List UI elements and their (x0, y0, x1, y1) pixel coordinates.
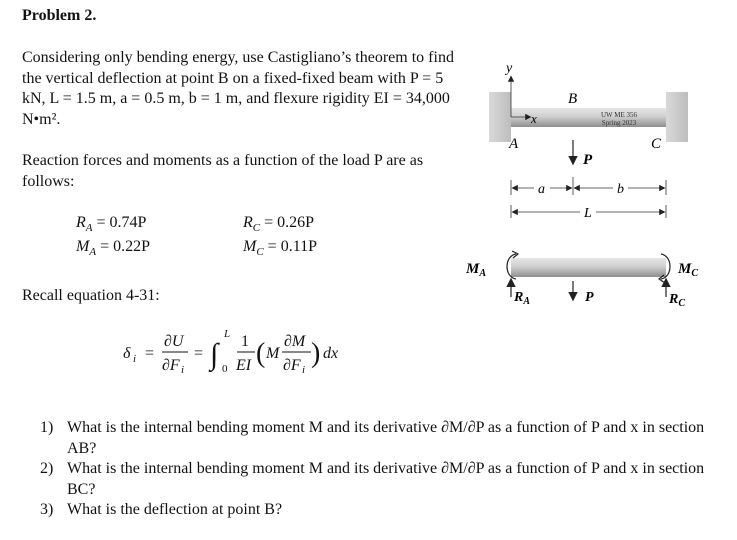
svg-text:i: i (181, 364, 185, 376)
svg-text:M: M (266, 345, 280, 362)
right-wall (666, 92, 688, 142)
fbd-mc-label: $M_C$ (678, 261, 699, 279)
svg-text:): ) (311, 338, 321, 369)
beam-figure (450, 55, 737, 315)
svg-text:∂F: ∂F (162, 357, 180, 374)
question-item (40, 418, 730, 459)
svg-text:=: = (194, 345, 204, 362)
equation-rc-rhs: = 0.26P (264, 214, 315, 231)
problem-statement: Considering only bending energy, use Castigliano’s theorem to find the vertical deflection at point B on a fixed-fixed beam with P = 5 kN, L = 1.5 m, a = 0.5 m, b = 1 m, and flexure rigidity EI = 34,000 N•m². (22, 49, 454, 128)
equation-mc-rhs: = 0.11P (267, 238, 317, 255)
svg-text:δ: δ (123, 345, 131, 362)
equation-ma-rhs: = 0.22P (100, 238, 150, 255)
load-label: P (583, 152, 593, 168)
left-wall (489, 92, 511, 142)
svg-text:EI: EI (236, 357, 252, 374)
question-number: 2) (40, 460, 54, 477)
equation-mc: $M_C = 0.11P$ (243, 238, 317, 259)
question-item (40, 500, 730, 521)
svg-text:∂M: ∂M (284, 333, 306, 350)
svg-text:∫: ∫ (210, 338, 219, 371)
dimension-a-label: a (538, 182, 545, 197)
fbd-load-label: P (585, 290, 594, 305)
y-axis-label: y (506, 61, 513, 76)
recall-text: Recall equation 4-31: (22, 287, 160, 304)
fbd-beam (511, 258, 666, 277)
question-text: What is the deflection at point B? (67, 501, 283, 518)
question-item (40, 459, 730, 500)
svg-text:0: 0 (222, 363, 228, 375)
svg-text:1: 1 (241, 333, 249, 350)
castigliano-equation (115, 320, 355, 380)
question-number: 3) (40, 501, 54, 518)
stamp-line-2: Spring 2023 (601, 119, 637, 127)
equation-rc: $R_C = 0.26P$ (243, 214, 315, 235)
point-a-label: A (509, 136, 519, 152)
dimension-b-label: b (617, 182, 624, 197)
point-b-label: B (568, 91, 578, 107)
question-text: What is the internal bending moment M and its derivative ∂M/∂P as a function of P and x in section BC? (67, 460, 705, 498)
svg-text:=: = (145, 345, 155, 362)
equation-ra: $R_A = 0.74P$ (76, 214, 147, 235)
question-text: What is the internal bending moment M and its derivative ∂M/∂P as a function of P and x in section AB? (67, 419, 705, 457)
svg-text:dx: dx (323, 345, 339, 362)
reactions-intro: Reaction forces and moments as a function of the load P are as follows: (22, 152, 424, 190)
svg-text:i: i (302, 364, 306, 376)
svg-text:∂U: ∂U (164, 333, 184, 350)
problem-title: Problem 2. (22, 7, 97, 24)
svg-text:L: L (224, 328, 231, 340)
question-list (40, 418, 730, 521)
equation-ma: $M_A = 0.22P$ (76, 238, 150, 259)
dimension-l-label: L (584, 206, 592, 221)
fbd-ma-label: $M_A$ (466, 261, 487, 279)
svg-text:(: ( (256, 338, 266, 369)
point-c-label: C (651, 136, 662, 152)
stamp-line-1: UW ME 356 (600, 111, 638, 119)
question-number: 1) (40, 419, 54, 436)
svg-text:i: i (133, 353, 137, 365)
fbd-rc-label: $R_C$ (669, 292, 686, 309)
svg-text:∂F: ∂F (283, 357, 301, 374)
fbd-ra-label: $R_A$ (514, 290, 531, 307)
x-axis-label: x (531, 111, 537, 126)
equation-ra-rhs: = 0.74P (96, 214, 147, 231)
